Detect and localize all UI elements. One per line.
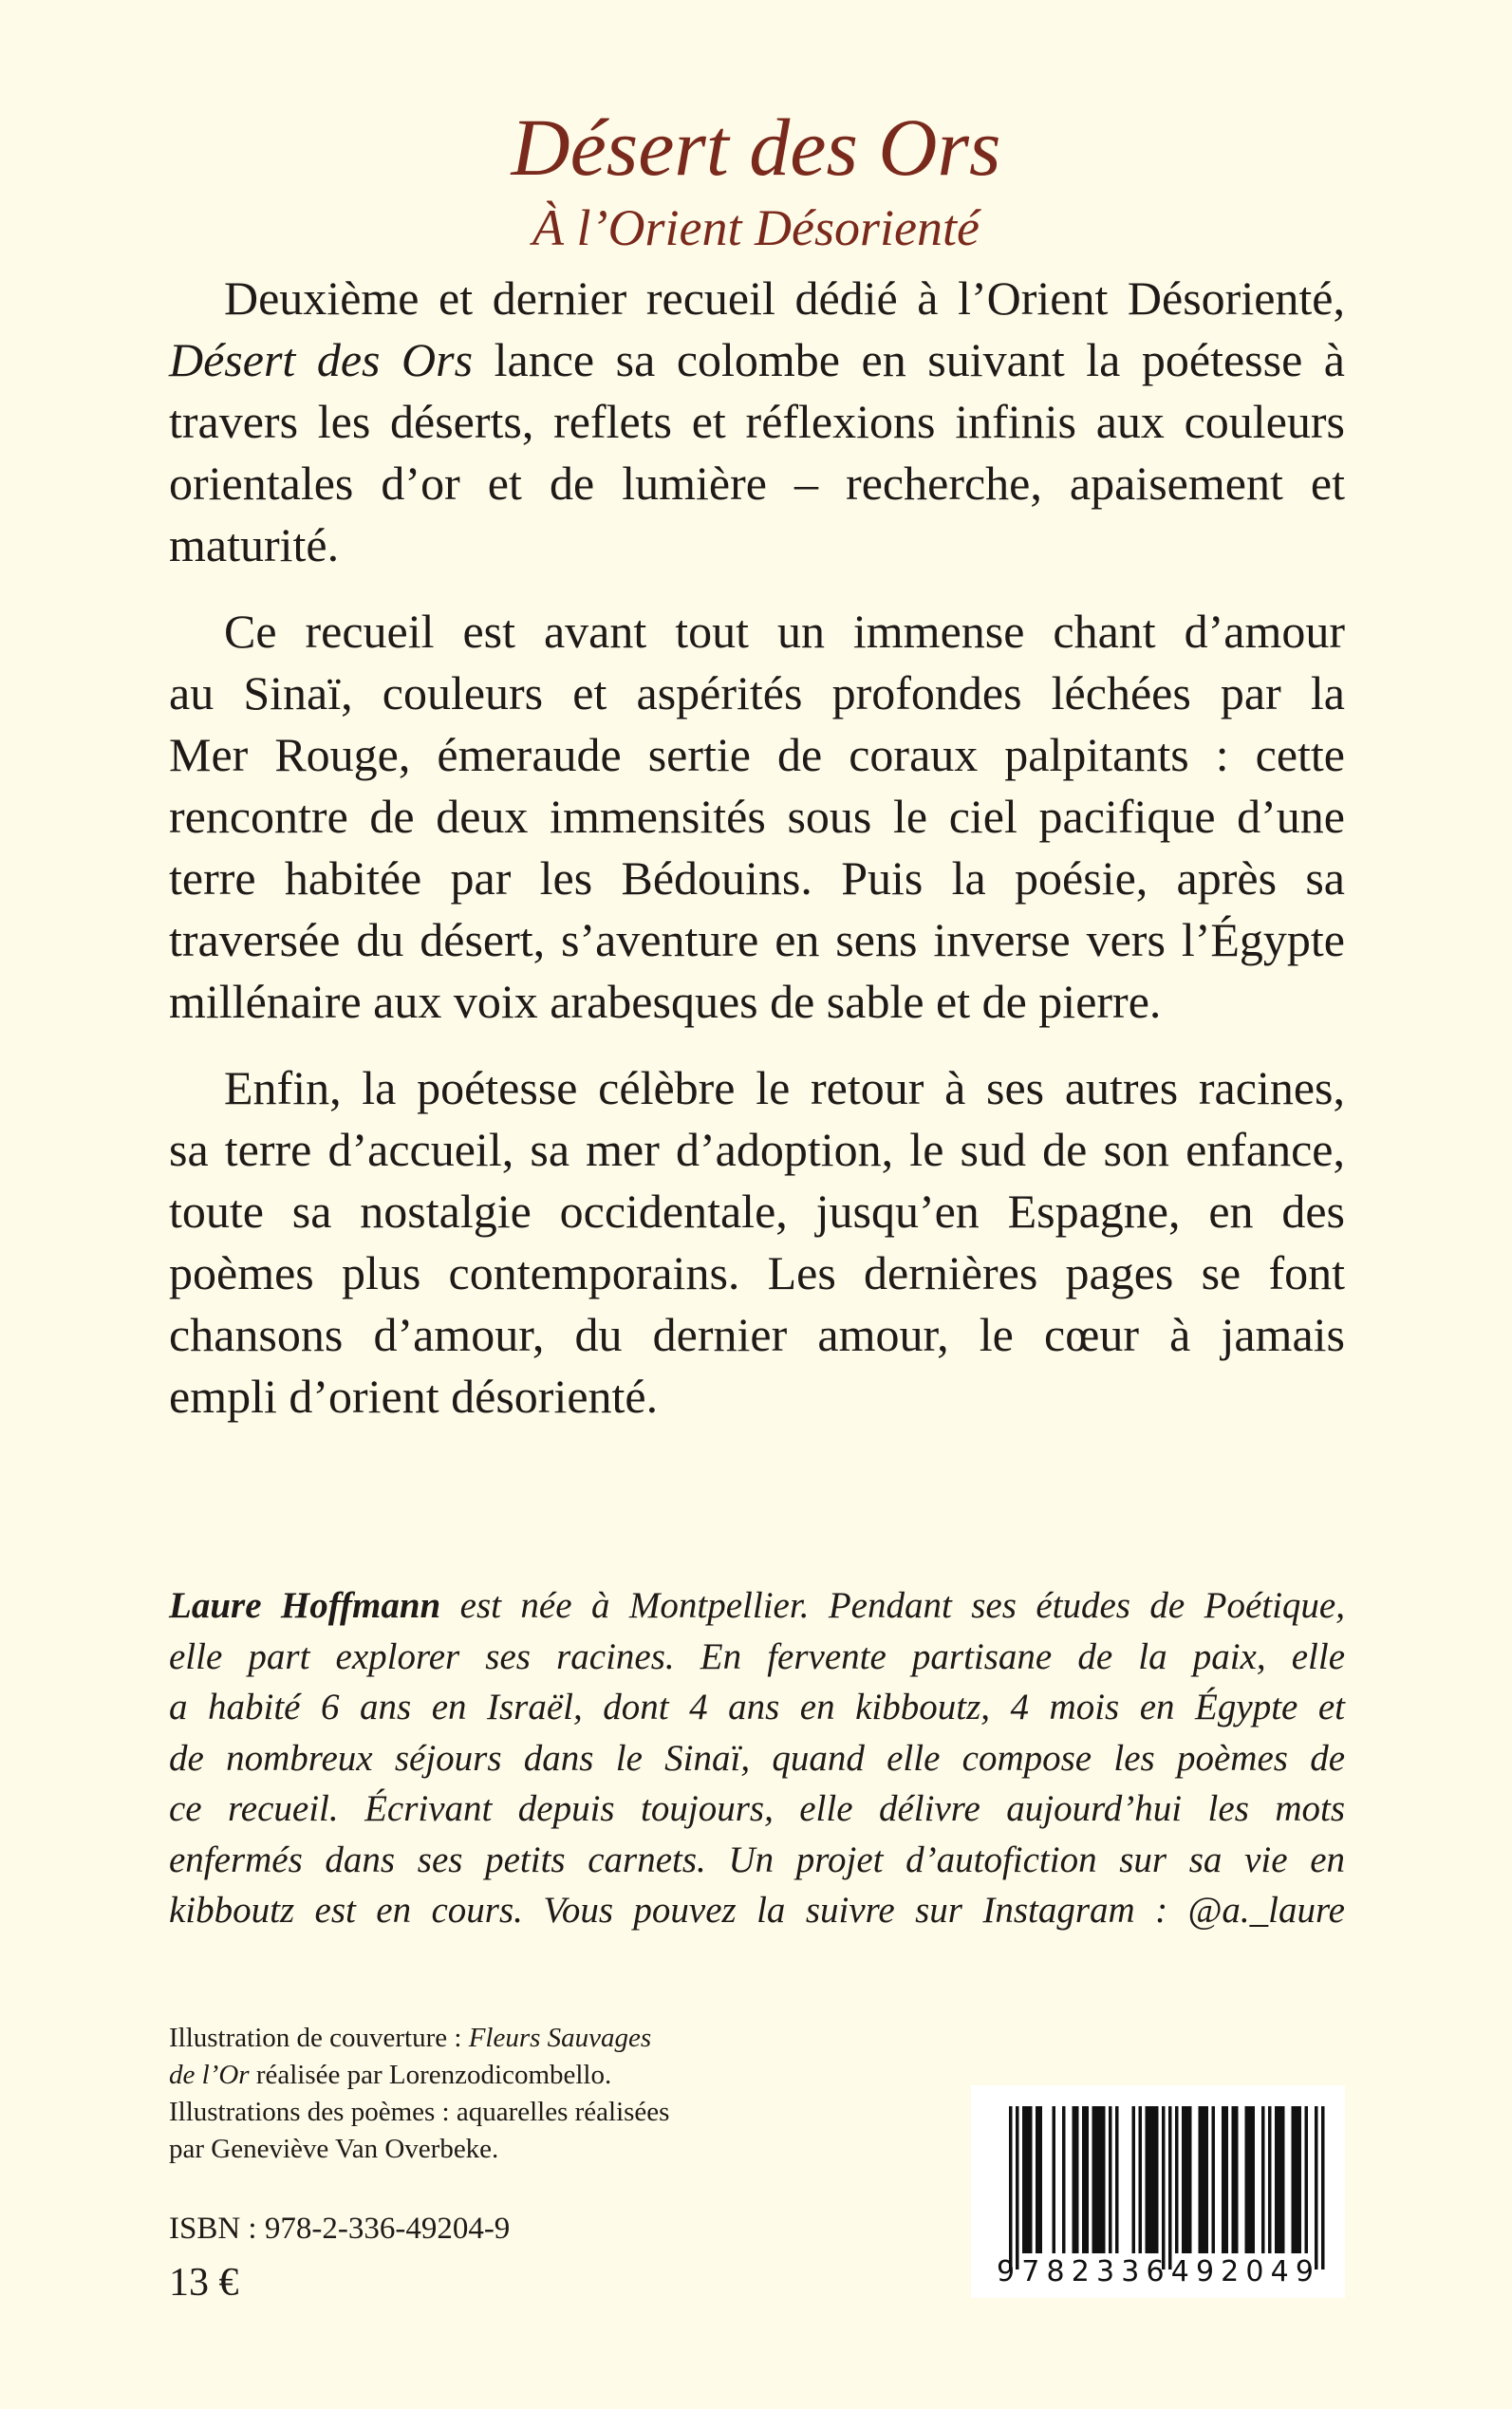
barcode-bar [1298,2106,1302,2253]
blurb-paragraph-1 [169,268,1345,576]
barcode-digits: 9782336492049 [997,2255,1314,2288]
barcode-bar [1132,2106,1136,2253]
barcode-bar [1162,2106,1166,2269]
barcode [971,2085,1345,2298]
barcode-bar [1315,2106,1318,2269]
barcode-bar [1026,2106,1030,2253]
text-line: terre habitée par les Bédouins. Puis la poésie, après sa [169,851,1345,905]
illustration-credits [169,2020,738,2168]
price: 13 € [169,2261,239,2305]
text-line: rencontre de deux immensités sous le ciel pacifique d’une [169,790,1345,843]
barcode-bar [1022,2106,1026,2253]
text-line [169,329,1345,391]
barcode-bar [1185,2106,1189,2253]
barcode-bar [1261,2106,1265,2253]
text-line: sa terre d’accueil, sa mer d’adoption, le sud de son enfance, [169,1123,1345,1176]
artwork-title: Fleurs Sauvages [468,2023,652,2053]
barcode-bar [1016,2106,1019,2269]
barcode-bar [1188,2106,1192,2253]
text-segment: est née à Montpellier. Pendant ses études de Poétique, [440,1585,1345,1626]
text-line: Ce recueil est avant tout un immense chant d’amour [224,605,1345,658]
barcode-bar [1146,2106,1149,2253]
text-segment: réalisée par Lorenzodicombello. [249,2060,612,2090]
text-segment: Illustration de couverture : [169,2023,469,2053]
artwork-title: de l’Or [169,2060,250,2090]
barcode-bar [1082,2106,1086,2253]
text-line: Mer Rouge, émeraude sertie de coraux palpitants : cette [169,728,1345,781]
barcode-bar [1252,2106,1256,2253]
text-line: poèmes plus contemporains. Les dernières pages se font [169,1246,1345,1299]
barcode-bar [1086,2106,1090,2253]
text-line: Deuxième et dernier recueil dédié à l’Orient Désorienté, [224,271,1345,325]
book-title-inline: Désert des Ors [169,333,474,386]
author-bio [169,1580,1345,1936]
text-line: Enfin, la poétesse célèbre le retour à ses autres racines, [224,1061,1345,1114]
text-line: elle part explorer ses racines. En fervente partisane de la paix, elle [169,1635,1345,1677]
text-line: de nombreux séjours dans le Sinaï, quand elle compose les poèmes de [169,1737,1345,1779]
barcode-bar [1292,2106,1296,2253]
text-line: par Geneviève Van Overbeke. [169,2134,499,2164]
book-title: Désert des Ors [511,102,1001,193]
barcode-bar [1036,2106,1039,2253]
barcode-bar [1009,2106,1013,2269]
barcode-bar [1073,2106,1076,2253]
barcode-bar [1295,2106,1298,2253]
text-line [169,2020,738,2057]
barcode-bar [1115,2106,1119,2253]
barcode-bar [1109,2106,1112,2253]
blurb-paragraph-3 [169,1057,1345,1428]
text-line: toute sa nostalgie occidentale, jusqu’en Espagne, en des [169,1185,1345,1238]
barcode-bar [1222,2106,1225,2253]
barcode-bar [1232,2106,1236,2253]
barcode-bar [1321,2106,1325,2269]
barcode-graphic [971,2085,1345,2298]
barcode-bar [1095,2106,1099,2253]
barcode-bar [1248,2106,1252,2253]
author-name: Laure Hoffmann [169,1585,441,1626]
text-line: maturité. [169,518,340,571]
barcode-bar [1099,2106,1103,2253]
barcode-bar [1199,2106,1203,2253]
barcode-bar [1305,2106,1309,2253]
barcode-bar [1245,2106,1249,2253]
barcode-bar [1212,2106,1216,2253]
barcode-bar [1205,2106,1209,2253]
barcode-bar [1039,2106,1043,2253]
barcode-bar [1235,2106,1239,2253]
barcode-bar [1148,2106,1152,2253]
blurb-paragraph-2 [169,601,1345,1033]
barcode-bar [1053,2106,1056,2253]
text-line: travers les déserts, reflets et réflexions infinis aux couleurs [169,395,1345,448]
text-line: au Sinaï, couleurs et aspérités profondes léchées par la [169,666,1345,719]
barcode-bar [1279,2106,1282,2253]
text-line: Illustrations des poèmes : aquarelles réalisées [169,2097,670,2127]
barcode-bar [1062,2106,1066,2253]
barcode-bar [1152,2106,1156,2253]
barcode-bar [1281,2106,1285,2253]
barcode-bar [1202,2106,1205,2253]
barcode-bar [1168,2106,1172,2269]
text-line: a habité 6 ans en Israël, dont 4 ans en kibboutz, 4 mois en Égypte et [169,1687,1345,1727]
barcode-bar [1268,2106,1272,2253]
book-subtitle: À l’Orient Désorienté [532,199,980,256]
barcode-bar [1092,2106,1096,2253]
barcode-bar [1225,2106,1229,2253]
barcode-bar [1029,2106,1033,2253]
text-line: traversée du désert, s’aventure en sens inverse vers l’Égypte [169,913,1345,966]
text-line: empli d’orient désorienté. [169,1370,659,1423]
text-line: millénaire aux voix arabesques de sable et de pierre. [169,975,1162,1028]
text-line: ce recueil. Écrivant depuis toujours, elle délivre aujourd’hui les mots [169,1788,1345,1829]
text-line: orientales d’or et de lumière – recherche, apaisement et [169,457,1345,510]
text-line: kibboutz est en cours. Vous pouvez la suivre sur Instagram : @a._laure [169,1890,1345,1931]
barcode-bar [1182,2106,1185,2253]
barcode-bar [1075,2106,1079,2253]
blurb [169,268,1345,1452]
text-segment: lance sa colombe en suivant la poétesse à [473,333,1346,386]
isbn: ISBN : 978-2-336-49204-9 [169,2212,511,2246]
text-line: enfermés dans ses petits carnets. Un projet d’autofiction sur sa vie en [169,1839,1345,1880]
barcode-bar [1175,2106,1179,2253]
text-line: chansons d’amour, du dernier amour, le cœur à jamais [169,1308,1345,1361]
text-line [169,1580,1345,1632]
barcode-bar [1155,2106,1159,2253]
barcode-bar [1275,2106,1279,2253]
text-line [169,2057,738,2094]
barcode-bar [1102,2106,1106,2253]
barcode-bar [1139,2106,1143,2253]
